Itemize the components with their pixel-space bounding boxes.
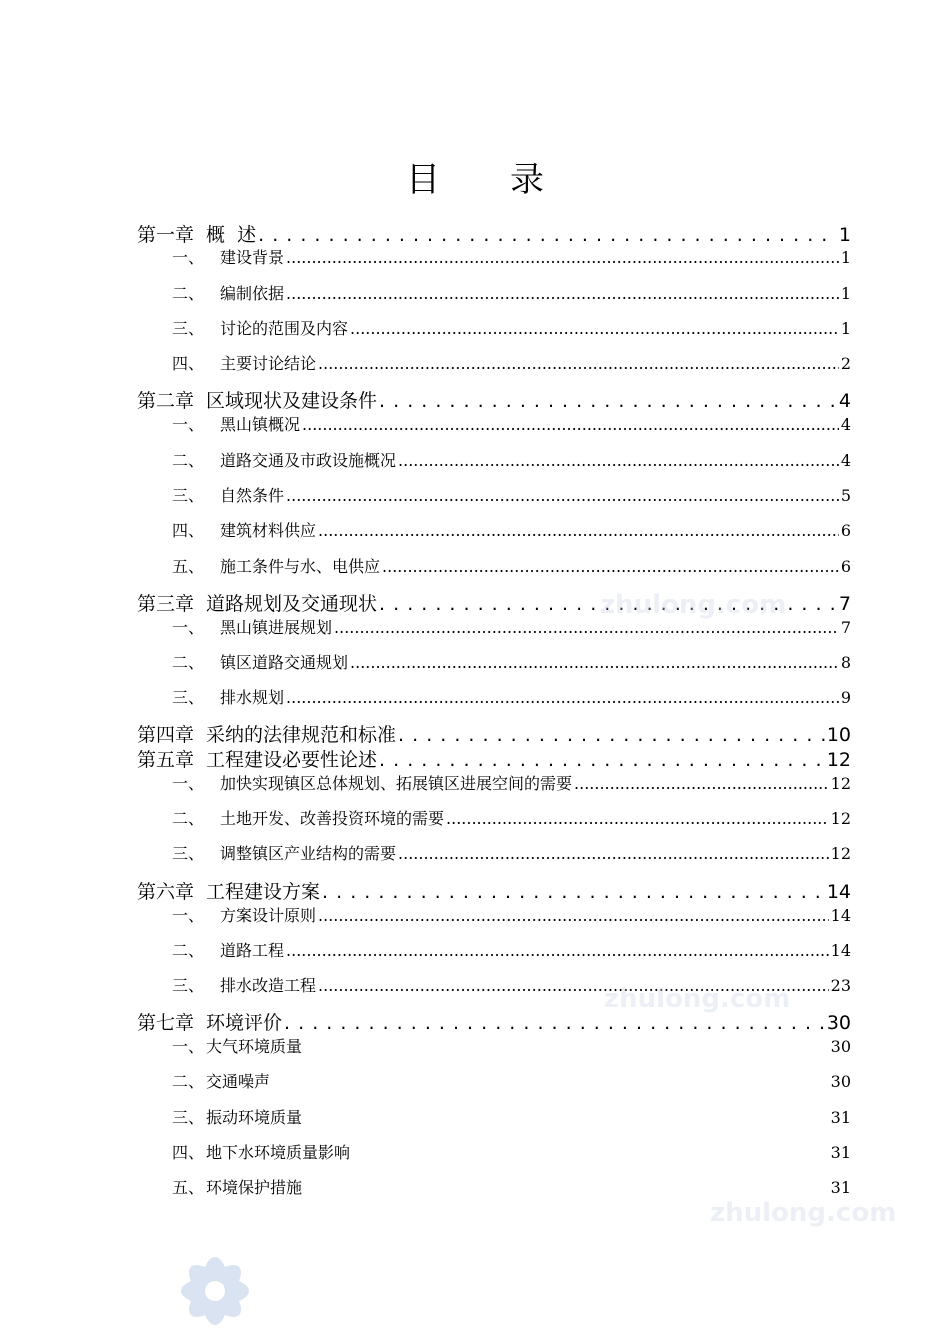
toc-title: 排水改造工程 — [220, 976, 317, 995]
toc-number: 四、 — [172, 354, 205, 373]
toc-title: 黑山镇概况 — [220, 415, 301, 434]
toc-page-number: 10 — [826, 724, 851, 746]
toc-leader — [302, 415, 839, 434]
toc-section-row[interactable] — [172, 973, 851, 995]
toc-title: 土地开发、改善投资环境的需要 — [220, 809, 445, 828]
toc-leader — [398, 844, 829, 863]
toc-title: 黑山镇进展规划 — [220, 618, 333, 637]
toc-title: 大气环境质量 — [206, 1037, 303, 1056]
watermark: zhulong.com — [600, 590, 787, 620]
title-char-2: 录 — [510, 160, 544, 200]
toc-title: 环境评价 — [206, 1012, 283, 1034]
watermark: zhulong.com — [604, 984, 791, 1014]
toc-section-row[interactable] — [172, 841, 851, 863]
toc-chapter-row[interactable] — [137, 220, 851, 246]
toc-section-row[interactable] — [172, 518, 851, 540]
toc-number: 第七章 — [137, 1012, 195, 1034]
toc-section-row[interactable] — [172, 1034, 851, 1057]
toc-section-row[interactable] — [172, 615, 851, 637]
toc-number: 第二章 — [137, 390, 195, 412]
toc-title: 工程建设方案 — [206, 881, 321, 903]
toc-number: 三、 — [172, 976, 205, 995]
toc-page-number: 31 — [830, 1108, 851, 1127]
toc-page-number: 12 — [830, 809, 851, 828]
toc-section-row[interactable] — [172, 903, 851, 925]
toc-leader — [446, 809, 829, 828]
toc-section-row[interactable] — [172, 351, 851, 373]
toc-page-number: 30 — [830, 1037, 851, 1056]
toc-leader — [284, 1012, 825, 1034]
toc-section-row[interactable] — [172, 483, 851, 505]
toc-title: 自然条件 — [220, 486, 285, 505]
toc-page-number: 5 — [840, 486, 851, 505]
toc-number: 第一章 — [137, 224, 195, 246]
toc-number: 一、 — [172, 415, 205, 434]
toc-title: 加快实现镇区总体规划、拓展镇区进展空间的需要 — [220, 774, 573, 793]
toc-page-number: 31 — [830, 1178, 851, 1197]
toc-number: 二、 — [172, 451, 205, 470]
toc-leader — [350, 653, 839, 672]
toc-page-number: 1 — [840, 284, 851, 303]
toc-leader — [379, 749, 825, 771]
toc-chapter-row[interactable] — [137, 1008, 851, 1034]
toc-page-number: 12 — [826, 749, 851, 771]
toc-number: 一、 — [172, 248, 205, 267]
toc-number: 一、 — [172, 1037, 205, 1056]
toc-leader — [379, 390, 837, 412]
toc-page-number: 1 — [838, 224, 851, 246]
toc-title: 主要讨论结论 — [220, 354, 317, 373]
toc-number: 第六章 — [137, 881, 195, 903]
toc-section-row[interactable] — [172, 1069, 851, 1092]
toc-number: 二、 — [172, 1072, 205, 1091]
watermark-logo — [160, 1238, 270, 1344]
toc-leader — [334, 618, 839, 637]
toc-section-row[interactable] — [172, 1105, 851, 1128]
toc-number: 五、 — [172, 557, 205, 576]
toc-leader — [318, 521, 839, 540]
toc-page-number: 1 — [840, 319, 851, 338]
toc-title: 建筑材料供应 — [220, 521, 317, 540]
toc-page-number: 7 — [840, 618, 851, 637]
toc-number: 三、 — [172, 844, 205, 863]
toc-title: 振动环境质量 — [206, 1108, 303, 1127]
toc-leader — [379, 593, 837, 615]
toc-page-number: 12 — [830, 844, 851, 863]
toc-title: 镇区道路交通规划 — [220, 653, 349, 672]
toc-leader — [286, 941, 829, 960]
toc-page-number: 14 — [830, 941, 851, 960]
toc-section-row[interactable] — [172, 1140, 851, 1163]
toc-title: 工程建设必要性论述 — [206, 749, 378, 771]
toc-title: 交通噪声 — [206, 1072, 271, 1091]
toc-page-number: 4 — [838, 390, 851, 412]
toc-number: 二、 — [172, 941, 205, 960]
toc-chapter-row[interactable] — [137, 386, 851, 412]
toc-page-number: 6 — [840, 557, 851, 576]
toc-title: 道路工程 — [220, 941, 285, 960]
toc-leader — [382, 557, 839, 576]
toc-title: 地下水环境质量影响 — [206, 1143, 351, 1162]
toc-number: 二、 — [172, 653, 205, 672]
toc-title: 讨论的范围及内容 — [220, 319, 349, 338]
toc-number: 一、 — [172, 906, 205, 925]
toc-page-number: 9 — [840, 688, 851, 707]
toc-title: 建设背景 — [220, 248, 285, 267]
toc-section-row[interactable] — [172, 448, 851, 470]
toc-page-number: 14 — [830, 906, 851, 925]
toc-page-number: 31 — [830, 1143, 851, 1162]
toc-number: 一、 — [172, 618, 205, 637]
toc-title: 区域现状及建设条件 — [206, 390, 378, 412]
toc-section-row[interactable] — [172, 650, 851, 672]
toc-page-number: 30 — [830, 1072, 851, 1091]
toc-title: 排水规划 — [220, 688, 285, 707]
toc-title: 方案设计原则 — [220, 906, 317, 925]
toc-section-row[interactable] — [172, 316, 851, 338]
toc-leader — [286, 486, 839, 505]
toc-number: 第四章 — [137, 724, 195, 746]
toc-page-number: 7 — [838, 593, 851, 615]
toc-title: 概 述 — [206, 224, 257, 246]
toc-leader — [286, 284, 839, 303]
toc-section-row[interactable] — [172, 771, 851, 793]
toc-section-row[interactable] — [172, 806, 851, 828]
toc-number: 三、 — [172, 1108, 205, 1127]
page-title — [0, 152, 950, 201]
toc-leader — [318, 976, 829, 995]
toc-page-number: 6 — [840, 521, 851, 540]
toc-number: 二、 — [172, 809, 205, 828]
toc-chapter-row[interactable] — [137, 877, 851, 903]
watermark: zhulong.com — [710, 1198, 897, 1228]
toc-page-number: 1 — [840, 248, 851, 267]
toc-number: 三、 — [172, 319, 205, 338]
toc-chapter-row[interactable] — [137, 720, 851, 746]
toc-number: 五、 — [172, 1178, 205, 1197]
toc-leader — [318, 354, 839, 373]
toc-page-number: 4 — [840, 451, 851, 470]
toc-title: 道路交通及市政设施概况 — [220, 451, 397, 470]
toc-page-number: 30 — [826, 1012, 851, 1034]
toc-title: 编制依据 — [220, 284, 285, 303]
toc-section-row[interactable] — [172, 938, 851, 960]
toc-title: 施工条件与水、电供应 — [220, 557, 381, 576]
toc-number: 第三章 — [137, 593, 195, 615]
toc-chapter-row[interactable] — [137, 589, 851, 615]
toc-leader — [318, 906, 829, 925]
toc-section-row[interactable] — [172, 685, 851, 707]
toc-number: 一、 — [172, 774, 205, 793]
toc-section-row[interactable] — [172, 554, 851, 576]
toc-section-row[interactable] — [172, 412, 851, 434]
title-char-1: 目 — [406, 160, 440, 200]
toc-number: 四、 — [172, 1143, 205, 1162]
toc-leader — [398, 724, 825, 746]
toc-page-number: 4 — [840, 415, 851, 434]
toc-title: 道路规划及交通现状 — [206, 593, 378, 615]
toc-section-row[interactable] — [172, 281, 851, 303]
toc-title: 采纳的法律规范和标准 — [206, 724, 397, 746]
toc-number: 四、 — [172, 521, 205, 540]
toc-leader — [286, 248, 839, 267]
toc-number: 第五章 — [137, 749, 195, 771]
toc-page-number: 2 — [840, 354, 851, 373]
toc-leader — [258, 224, 837, 246]
toc-section-row[interactable] — [172, 1175, 851, 1198]
toc-title: 环境保护措施 — [206, 1178, 303, 1197]
toc-number: 二、 — [172, 284, 205, 303]
toc-leader — [574, 774, 829, 793]
toc-leader — [350, 319, 839, 338]
toc-number: 三、 — [172, 688, 205, 707]
toc-chapter-row[interactable] — [137, 745, 851, 771]
toc-page-number: 8 — [840, 653, 851, 672]
toc-title: 调整镇区产业结构的需要 — [220, 844, 397, 863]
toc-leader — [322, 881, 825, 903]
toc-number: 三、 — [172, 486, 205, 505]
toc-page-number: 23 — [830, 976, 851, 995]
toc-leader — [398, 451, 839, 470]
toc-section-row[interactable] — [172, 245, 851, 267]
toc-leader — [286, 688, 839, 707]
toc-page-number: 14 — [826, 881, 851, 903]
toc-page-number: 12 — [830, 774, 851, 793]
